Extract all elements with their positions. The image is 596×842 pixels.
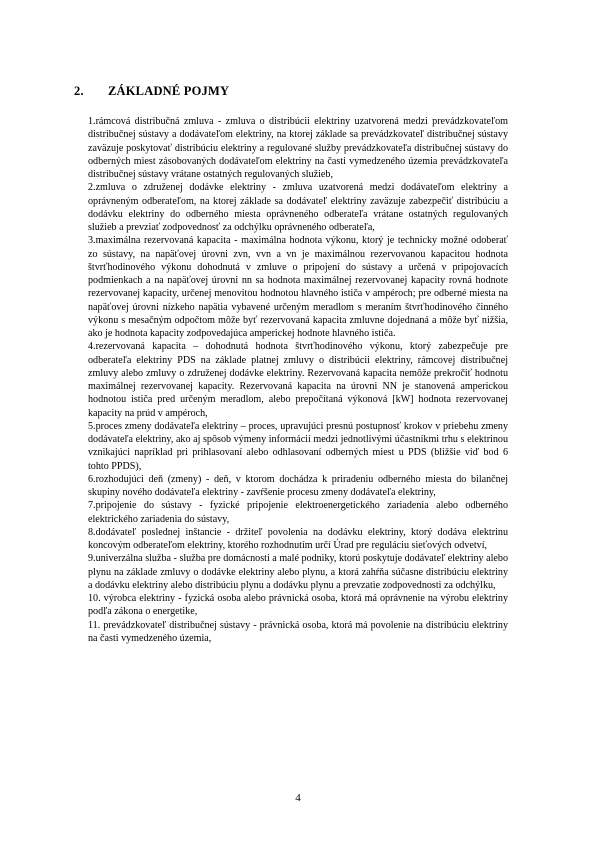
definition-item: 4.rezervovaná kapacita – dohodnutá hodnota štvrťhodinového výkonu, ktorý zabezpečuje pre odberateľa elektriny PDS na základe platnej zmluvy o distribúcii elektriny, rámcovej distribučnej zmluvy alebo zmluvy o združenej dodávke elektriny. Rezervovaná kapacita nemôže prekročiť hodnotu maximálnej rezervovanej kapacity. Rezervovaná kapacita na úrovni NN je stanovená amperickou hodnotou ističa pred určeným meradlom, alebo prepočítaná výkonová [kW] hodnota rezervovanej kapacity na prúd v ampéroch, <box>88 341 508 419</box>
definition-item: 11. prevádzkovateľ distribučnej sústavy - právnická osoba, ktorá má povolenie na distribúciu elektriny na časti vymedzeného územia, <box>88 619 508 644</box>
definition-item: 8.dodávateľ poslednej inštancie - držiteľ povolenia na dodávku elektriny, ktorý dodáva elektrinu koncovým odberateľom elektriny, ktorého rozhodnutím určí Úrad pre reguláciu sieťových odvetví, <box>88 526 508 551</box>
definition-item: 6.rozhodujúci deň (zmeny) - deň, v ktorom dochádza k priradeniu odberného miesta do bilančnej skupiny nového dodávateľa elektriny - zavŕšenie procesu zmeny dodávateľa elektriny, <box>88 473 508 498</box>
definition-item: 2.zmluva o združenej dodávke elektriny - zmluva uzatvorená medzi dodávateľom elektriny a oprávneným odberateľom, na ktorej základe sa dodávateľ elektriny zaväzuje zabezpečiť distribúciu a dodávku elektriny do odberného miesta oprávneného odberateľa vrátane ostatných regulovaných služieb a prevziať zodpovednosť za odchýlku oprávneného odberateľa, <box>88 182 508 233</box>
section-heading <box>74 84 229 99</box>
definitions-list <box>88 115 508 645</box>
definition-item: 10. výrobca elektriny - fyzická osoba alebo právnická osoba, ktorá má oprávnenie na výrobu elektriny podľa zákona o energetike, <box>88 593 508 618</box>
definition-item: 7.pripojenie do sústavy - fyzické pripojenie elektroenergetického zariadenia alebo odberného elektrického zariadenia do sústavy, <box>88 500 508 525</box>
definition-item: 5.proces zmeny dodávateľa elektriny – proces, upravujúci presnú postupnosť krokov v priebehu zmeny dodávateľa elektriny, ako aj spôsob výmeny informácií medzi jednotlivými účastníkmi trhu s elektrinou vznikajúci napríklad pri prihlasovaní alebo odhlasovaní odberných miest u PDS (bližšie viď bod 6 tohto PPDS), <box>88 420 508 472</box>
definition-item: 1.rámcová distribučná zmluva - zmluva o distribúcii elektriny uzatvorená medzi prevádzkovateľom distribučnej sústavy a dodávateľom elektriny, na ktorej základe sa prevádzkovateľ distribučnej sústavy zaväzuje poskytovať distribúciu elektriny a regulované služby prevádzkovateľa distribučnej sústavy do odberných miest zásobovaných dodávateľom elektriny na časti vymedzeného územia prevádzkovateľa distribučnej sústavy vrátane ostatných regulovaných služieb, <box>88 116 508 180</box>
definition-item: 3.maximálna rezervovaná kapacita - maximálna hodnota výkonu, ktorý je technicky možné odoberať zo sústavy, na napäťovej úrovni zvn, vvn a vn je maximálnou rezervovanou kapacitou hodnota štvrťhodinového výkonu dohodnutá v zmluve o pripojení do sústavy a určená v pripojovacích podmienkach a na napäťovej úrovni nn sa hodnota maximálnej rezervovanej kapacity rovná hodnote rezervovanej kapacity, určenej menovitou hodnotou hlavného ističa v ampéroch; pre odberné miesta na napäťovej úrovni nízkeho napätia vybavené určeným meradlom s meraním štvrťhodinového činného výkonu s mesačným odpočtom môže byť rezervovaná kapacita zmluvne dojednaná a môže byť nižšia, ako je hodnota kapacity zodpovedajúca amperickej hodnote hlavného ističa. <box>88 235 508 339</box>
definition-item: 9.univerzálna služba - služba pre domácnosti a malé podniky, ktorú poskytuje dodávateľ elektriny alebo plynu na základe zmluvy o dodávke elektriny alebo plynu, a ktorá zahŕňa súčasne distribúciu elektriny a dodávku elektriny alebo distribúciu plynu a dodávku plynu a prevzatie zodpovednosti za odchýlku, <box>88 553 508 591</box>
section-title: ZÁKLADNÉ POJMY <box>108 84 230 98</box>
page-number: 4 <box>295 792 301 804</box>
section-number: 2. <box>74 84 84 98</box>
